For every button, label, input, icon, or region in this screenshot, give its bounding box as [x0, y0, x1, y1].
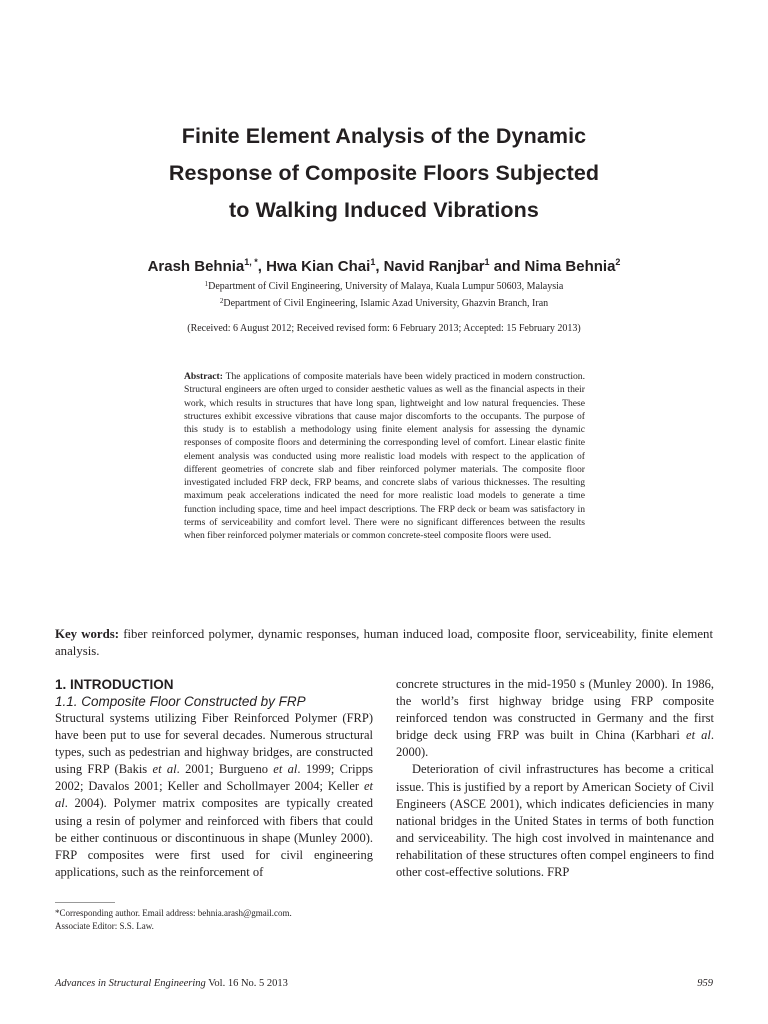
- abstract-text: The applications of composite materials have been widely practiced in modern construction. Structural engineers are often urged to consider aesthetic values as well as the financial aspects in their work, which results in structures that have long span, lightweight and low natural frequencies. These structures exhibit excessive vibrations that cause major discomforts to the occupants. The purpose of this study is to establish a methodology using finite element analysis for assessing the dynamic responses of composite floors and determining the corresponding level of comfort. Linear elastic finite element analysis was conducted using more realistic load models with respect to the application of different geometries of concrete slab and fiber reinforced polymer materials. The composite floor investigated included FRP deck, FRP beams, and concrete slabs of various thicknesses. The resulting maximum peak accelerations indicated the need for more realistic load models to generate a time function including space, time and heel impact descriptions. The FRP deck or beam was satisfactory in terms of serviceability and comfort level. There were no significant differences between the results when fiber reinforced polymer materials or common concrete-steel composite floors were used.: [184, 371, 585, 541]
- author-list: [40, 257, 728, 275]
- author-1: Arash Behnia: [147, 258, 245, 275]
- footnote-divider: [55, 902, 115, 903]
- italic-run: et al: [273, 762, 298, 777]
- footnote-editor: Associate Editor: S.S. Law.: [55, 921, 154, 931]
- footnote-corresponding: *Corresponding author. Email address: behnia.arash@gmail.com.: [55, 908, 292, 918]
- affiliation-1-mark: 1: [204, 280, 209, 288]
- abstract: [184, 370, 585, 542]
- text-run: . 2004). Polymer matrix composites are typically created using a resin of polymer and reinforced with fibers that could be either continuous or discontinuous in shape (Munley 2000). FRP composites were first used for civil engineering applications, such as the reinforcement of: [55, 796, 373, 879]
- affiliation-2-text: Department of Civil Engineering, Islamic Azad University, Ghazvin Branch, Iran: [223, 298, 549, 309]
- page-footer: [55, 978, 713, 989]
- affiliation-1-text: Department of Civil Engineering, University of Malaya, Kuala Lumpur 50603, Malaysia: [208, 281, 564, 292]
- italic-run: et al: [686, 728, 711, 743]
- received-dates: (Received: 6 August 2012; Received revised form: 6 February 2013; Accepted: 15 February 2013): [187, 323, 581, 334]
- paper-title: [60, 118, 708, 229]
- author-3: , Navid Ranjbar: [375, 258, 485, 275]
- title-line-3: to Walking Induced Vibrations: [229, 198, 539, 222]
- page-number: 959: [697, 978, 713, 989]
- paragraph: Deterioration of civil infrastructures has become a critical issue. This is justified by a report by American Society of Civil Engineers (ASCE 2001), which indicates deficiencies in many national bridges in the United States in terms of both function and serviceability. The high cost involved in maintenance and rehabilitation of these structures often compel engineers to find other cost-effective solutions. FRP: [396, 762, 714, 880]
- paragraph: [55, 710, 373, 881]
- keywords-label: Key words:: [55, 627, 119, 641]
- text-run: . 1999; Cripps 2002; Davalos 2001; Keller and Schollmayer 2004; Keller: [55, 762, 374, 794]
- author-3-affil: 1: [484, 257, 490, 267]
- body-column-right: [396, 676, 714, 881]
- journal-name: Advances in Structural Engineering: [55, 978, 206, 989]
- italic-run: et al: [55, 779, 373, 811]
- text-run: Structural systems utilizing Fiber Reinforced Polymer (FRP) have been put to use for several decades. Numerous structural types, such as pedestrian and highway bridges, are constructed using FRP (Bakis: [55, 711, 373, 777]
- keywords: [55, 626, 713, 660]
- abstract-label: Abstract:: [184, 371, 223, 382]
- affiliation-1: [40, 280, 728, 292]
- author-1-affil: 1, *: [244, 257, 258, 267]
- title-line-2: Response of Composite Floors Subjected: [168, 161, 600, 185]
- journal-volume: Vol. 16 No. 5 2013: [205, 978, 288, 989]
- author-4-affil: 2: [615, 257, 621, 267]
- author-2-affil: 1: [370, 257, 376, 267]
- author-2: , Hwa Kian Chai: [257, 258, 371, 275]
- section-heading: 1. INTRODUCTION: [55, 677, 174, 692]
- text-run: . 2000).: [396, 728, 715, 760]
- paragraph: [396, 676, 714, 761]
- keywords-text: fiber reinforced polymer, dynamic responses, human induced load, composite floor, serviceability, finite element analysis.: [55, 627, 713, 658]
- title-line-1: Finite Element Analysis of the Dynamic: [181, 124, 587, 148]
- italic-run: et al: [152, 762, 177, 777]
- text-run: concrete structures in the mid-1950 s (Munley 2000). In 1986, the world’s first highway bridge using FRP composite reinforced tendon was constructed in Germany and the first bridge deck using FRP was built in China (Karbhari: [396, 677, 714, 743]
- affiliation-2: [40, 297, 728, 309]
- body-column-left: [55, 676, 373, 881]
- affiliation-2-mark: 2: [219, 297, 224, 305]
- author-4: and Nima Behnia: [489, 258, 616, 275]
- subsection-heading: 1.1. Composite Floor Constructed by FRP: [55, 694, 306, 709]
- text-run: . 2001; Burgueno: [176, 762, 274, 777]
- footnote: [55, 907, 292, 933]
